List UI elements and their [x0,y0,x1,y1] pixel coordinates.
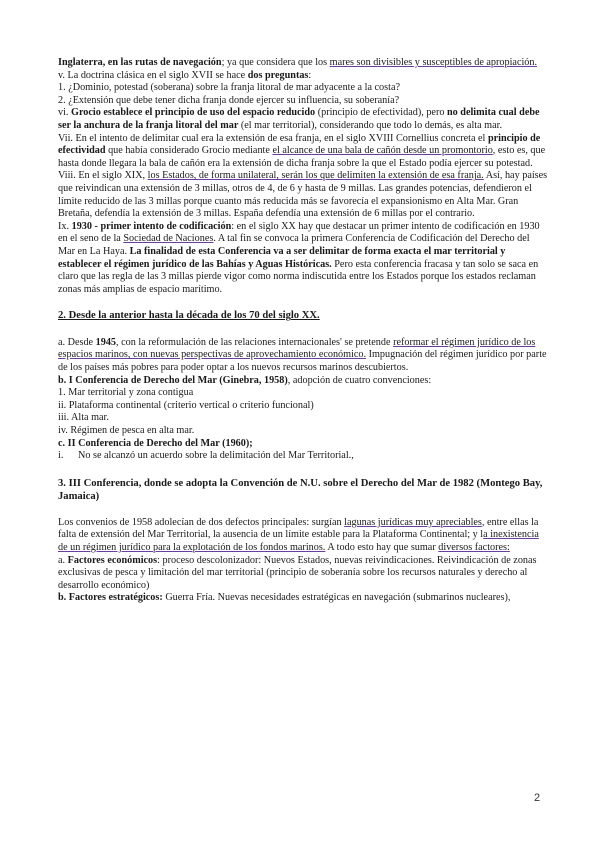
text: : en el siglo XX hay que destacar un primer intento de codificación en 1930 en el seno de la [58,220,540,245]
text: v. La doctrina clásica en el siglo XVII se hace [58,69,248,81]
text: A todo esto hay que sumar [325,542,439,553]
text: a. Desde [58,336,96,348]
section-3-heading: 3. III Conferencia, donde se adopta la Convención de N.U. sobre el Derecho del Mar de 1982 (Montego Bay, Jamaica) [58,477,543,502]
question-2: 2. ¿Extensión que debe tener dicha franja donde ejercer su influencia, su soberanía? [58,94,400,106]
text: : [308,69,312,81]
text: (principio de efectividad), pero [315,107,447,119]
text: Impugnación del régimen jurídico por parte de los países más pobres para poder optar a los nuevos recursos marinos descubiertos. [58,349,547,374]
text: Así, hay países que reivindican una extensión de 3 millas, otros de 4, de 6 y hasta de 9 millas. Las grandes potencias, defendieron el límite reducido de las 3 millas porque cuanto más reducida más se favorecía el expansionismo en Alta Mar. Gran Bretaña, defendía la extensión de 3 millas. España defendía una extensión de 6 millas por el contrario. [58,170,548,220]
paragraph-2b [58,375,548,388]
bold-text: Inglaterra, en las rutas de navegación [58,57,222,68]
paragraph-2c-i [58,450,548,463]
question-1: 1. ¿Dominio, potestad (soberana) sobre la franja litoral de mar adyacente a la costa? [58,82,400,94]
factor-a [58,555,548,593]
underlined-text: lagunas jurídicas muy apreciables [344,516,482,528]
page-number: 2 [534,792,541,804]
text: , esto es, que hasta donde llegara la bala de cañón era la extensión de dicha franja sobre la que el Estado podía ejercer su potestad. [58,145,546,169]
paragraph-inglaterra [58,57,548,70]
underlined-text: Sociedad de Naciones [123,233,214,245]
text: que había considerado Grocio mediante [105,145,273,157]
bold-text: 1930 - primer intento de codificación [71,220,232,232]
underlined-text: a inexistencia de un régimen jurídico para la explotación de los fondos marinos. [58,529,539,553]
text: vi. [58,107,72,119]
underlined-text: reformar el régimen jurídico de los espacios marinos, con nuevas perspectivas de aprovechamiento económico. [58,336,536,361]
text: Pero esta conferencia fracasa y tan solo se saca en claro que las regla de las 3 millas pierde vigor como norma indiscutida entre los Estados porque los estados reclaman zonas más amplias de espacio marítimo. [58,258,539,295]
bold-text: Grocio establece el principio de uso del espacio reducido [71,107,316,119]
bold-text: c. II Conferencia de Derecho del Mar (1960); [58,437,253,449]
convention-4: iv. Régimen de pesca en alta mar. [58,425,195,437]
paragraph-vii [58,133,548,171]
paragraph-3-intro [58,517,548,555]
convention-3: iii. Alta mar. [58,412,109,424]
list-number: i. [58,450,64,462]
text: (el mar territorial), considerando que todo lo demás, es alta mar. [238,119,502,131]
paragraph-v [58,70,548,83]
convention-1: 1. Mar territorial y zona contigua [58,387,194,399]
bold-text: Factores económicos [67,554,158,566]
text: ; ya que considera que los [221,57,330,68]
text: . A tal fin se convoca la primera Conferencia de Codificación del Derecho del Mar en La Haya. [58,233,530,257]
factor-b [58,592,548,605]
text: Vii. En el intento de delimitar cual era la extensión de esa franja, en el siglo XVIII Cornellius concreta el [58,132,488,144]
paragraph-2c [58,438,548,451]
text: Viii. En el siglo XIX, [58,170,148,182]
underlined-text: diversos factores: [438,542,510,553]
underlined-text: el alcance de una bala de cañón desde un promontorio [272,145,493,157]
underlined-text: los Estados, de forma unilateral, serán los que delimiten la extensión de esa franja. [147,170,484,182]
paragraph-vi [58,107,548,132]
section-2-heading: 2. Desde la anterior hasta la década de los 70 del siglo XX. [58,310,320,322]
text: , con la reformulación de las relaciones internacionales' se pretende [116,336,394,348]
bold-text: principio de efectividad [58,132,541,157]
convention-2: ii. Plataforma continental (criterio vertical o criterio funcional) [58,399,314,411]
text: Los convenios de 1958 adolecían de dos defectos principales: surgían [58,516,345,528]
paragraph-2a [58,337,548,375]
text: , entre ellas la falta de extensión del Mar Territorial, la ausencia de un límite estable para la Plataforma Continental; y l [58,516,539,541]
text: Guerra Fría. Nuevas necesidades estratégicas en navegación (submarinos nucleares), [162,592,511,604]
document-page [58,57,548,605]
bold-text: 1945 [95,336,116,348]
bold-text: dos preguntas [247,69,309,81]
bold-text: La finalidad de esta Conferencia va a ser delimitar de forma exacta el mar territorial y establecer el régimen jurídico de las Bahías y Aguas Históricas. [58,245,506,270]
text: a. [58,554,68,566]
text: , adopción de cuatro convenciones: [287,374,432,386]
text: No se alcanzó un acuerdo sobre la delimitación del Mar Territorial., [78,450,354,462]
bold-text: b. Factores estratégicos: [58,592,163,604]
bold-text: no delimita cual debe ser la anchura de la franja litoral del mar [58,107,540,131]
bold-text: b. I Conferencia de Derecho del Mar (Ginebra, 1958) [58,374,288,386]
paragraph-ix [58,221,548,297]
text: : proceso descolonizador: Nuevos Estados, nuevas reivindicaciones. Reivindicación de zonas exclusivas de pesca y limitación del mar territorial (principio de soberanía sobre los recursos naturales y derecho al desarrollo económico) [58,554,537,591]
underlined-text: mares son divisibles y susceptibles de apropiación. [329,57,538,68]
paragraph-viii [58,170,548,220]
text: Ix. [58,220,72,232]
